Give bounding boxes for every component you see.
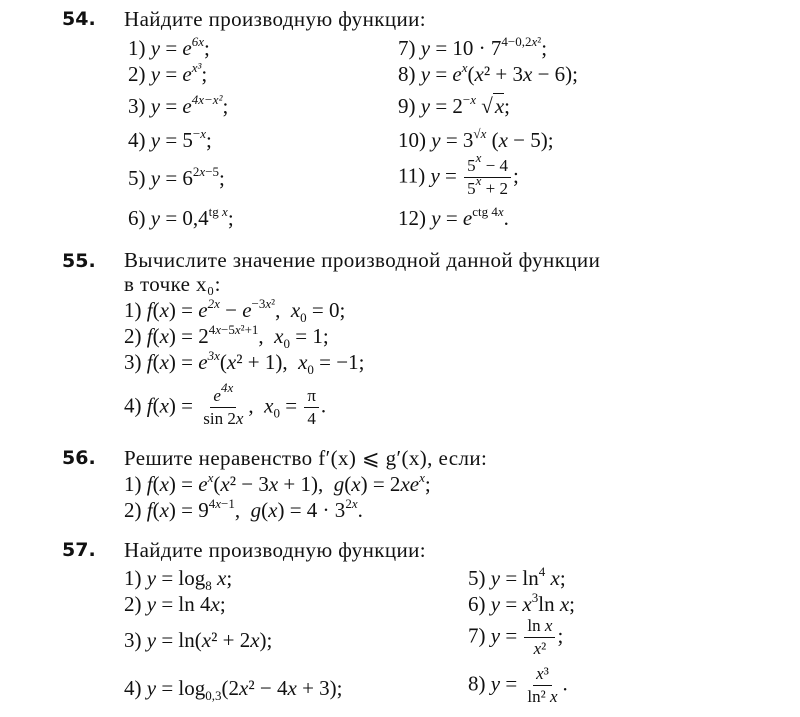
problem-54-item-4: 4) $y = 5^{-x}$;	[128, 126, 212, 152]
problem-55-item-4: 4) f(x) = $\frac{e^{4x}}{\sin 2x}$ , $x_0$ = $\frac{\pi}{4}$ .	[124, 380, 327, 428]
problem-54-item-12: 12) $y = e^{ctg 4x}$.	[398, 204, 509, 230]
problem-54-number: 54.	[62, 8, 96, 30]
problem-54-item-11: 11) y = $\frac{5^x - 4}{5^x + 2}$ ;	[398, 150, 519, 198]
problem-54-item-6: 6) $y = 0,4^{tg x}$;	[128, 204, 234, 230]
problem-54-item-3: 3) $y = e^{4x-x^2}$;	[128, 92, 229, 118]
problem-57-item-1: 1) $y = \log_8 x$;	[124, 566, 233, 593]
problem-57-item-4: 4) $y = \log_{0,3}(2x^2 - 4x + 3)$;	[124, 676, 343, 703]
problem-55-title-line1: Вычислите значение производной данной функции	[124, 248, 601, 272]
problem-55-item-2: 2) $f(x) = 2^{4x-5x^2+1}$, $x_0 = 1$;	[124, 322, 329, 351]
problem-54-item-1: 1) $y = e^{6x}$;	[128, 34, 210, 60]
problem-56-number: 56.	[62, 447, 96, 469]
problem-57-item-6: 6) $y = x^3\ln$ x;	[468, 590, 576, 616]
problem-57-item-3: 3) y = ln(x² + 2x);	[124, 628, 273, 652]
problem-54-item-10: 10) $y = 3^{√x}$ (x − 5);	[398, 126, 554, 152]
problem-56-item-1: 1) $f(x) = e^x(x^2 - 3x + 1)$, $g(x) = 2xe^x$;	[124, 470, 431, 496]
problem-54-item-7: 7) $y = 10 \cdot 7^{4-0,2x^2}$;	[398, 34, 548, 60]
problem-56-item-2: 2) $f(x) = 9^{4x-1}$, $g(x) = 4 \cdot 3^{2x}$.	[124, 496, 363, 522]
problem-57-item-5: 5) $y = \ln^4 x$;	[468, 564, 566, 590]
problem-54-item-9: 9) $y = 2^{-x}$ √x;	[398, 92, 510, 118]
problem-54-item-2: 2) $y = e^{x^3}$;	[128, 60, 208, 86]
problem-54-title: Найдите производную функции:	[124, 7, 426, 31]
problem-57-item-2: 2) y = ln 4x;	[124, 592, 226, 616]
problem-54-item-8: 8) $y = e^x(x^2 + 3x - 6)$;	[398, 60, 578, 86]
problem-57-title: Найдите производную функции:	[124, 538, 426, 562]
problem-54-item-5: 5) $y = 6^{2x-5}$;	[128, 164, 225, 190]
problem-57-item-7: 7) y = $\frac{\text{ln x}}{\text{x²}}$ ;	[468, 616, 564, 658]
problem-57-item-8: 8) y = $\frac{\text{x³}}{\text{ln² x}}$ .	[468, 664, 568, 706]
problem-55-item-3: 3) $f(x) = e^{3x}(x^2 + 1)$, $x_0 = -1$;	[124, 348, 365, 377]
problem-55-title-line2: в точке x₀:	[124, 272, 221, 296]
problem-55-item-1: 1) $f(x) = e^{2x} - e^{-3x^2}$, $x_0 = 0$;	[124, 296, 346, 325]
problem-57-number: 57.	[62, 539, 96, 561]
problem-55-number: 55.	[62, 250, 96, 272]
problem-56-title: Решите неравенство f′(x) ⩽ g′(x), если:	[124, 446, 488, 470]
